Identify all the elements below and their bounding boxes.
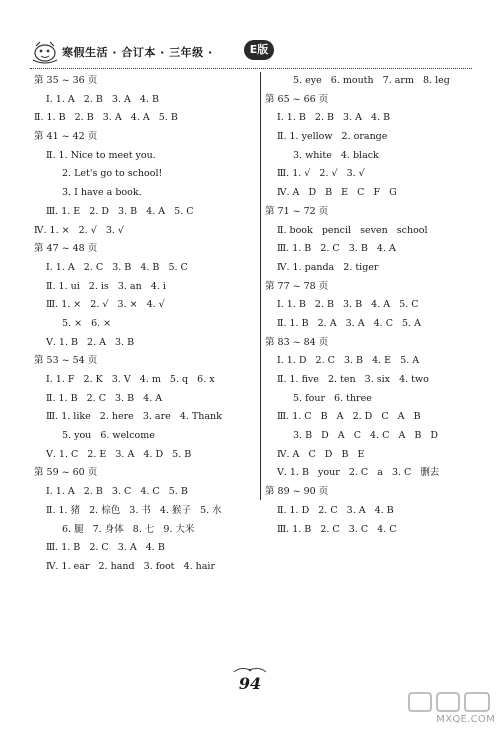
leaf-ornament-icon bbox=[232, 666, 268, 674]
answer-line: Ⅰ. 1. F 2. K 3. V 4. m 5. q 6. x bbox=[46, 374, 215, 385]
answer-line: Ⅲ. 1. B 2. C 3. A 4. B bbox=[46, 542, 165, 554]
answer-line: Ⅰ. 1. A 2. B 3. C 4. C 5. B bbox=[46, 486, 188, 498]
answer-line: Ⅱ. 1. D 2. C 3. A 4. B bbox=[277, 504, 394, 516]
answer-line: Ⅰ. 1. B 2. B 3. A 4. B bbox=[277, 112, 391, 124]
answer-line: Ⅱ. 1. B 2. A 3. A 4. C 5. A bbox=[277, 317, 421, 329]
section-heading: 第 41 ~ 42 页 bbox=[34, 131, 98, 143]
cartoon-logo-icon bbox=[30, 38, 60, 64]
answer-line: Ⅳ. 1. ear 2. hand 3. foot 4. hair bbox=[46, 560, 215, 572]
section-heading: 第 65 ~ 66 页 bbox=[265, 93, 329, 105]
answer-line: Ⅲ. 1. C B A 2. D C A B bbox=[277, 411, 421, 423]
answer-line: Ⅴ. 1. B your 2. C a 3. C 删去 bbox=[277, 467, 440, 479]
answer-line: Ⅲ. 1. B 2. C 3. C 4. C bbox=[277, 523, 397, 535]
section-heading: 第 47 ~ 48 页 bbox=[34, 243, 98, 255]
answer-line: Ⅱ. 1. B 2. B 3. A 4. A 5. B bbox=[34, 112, 178, 124]
answer-line: Ⅱ. book pencil seven school bbox=[277, 224, 428, 236]
answer-line: Ⅱ. 1. ui 2. is 3. an 4. i bbox=[46, 280, 166, 292]
answer-line: 2. Let's go to school! bbox=[62, 168, 163, 180]
answer-line: Ⅰ. 1. D 2. C 3. B 4. E 5. A bbox=[277, 355, 420, 367]
answer-line: Ⅳ. 1. panda 2. tiger bbox=[277, 261, 379, 273]
answer-line: 6. 腿 7. 身体 8. 七 9. 大米 bbox=[62, 523, 195, 535]
answer-line: Ⅱ. 1. 猪 2. 棕色 3. 书 4. 猴子 5. 水 bbox=[46, 504, 222, 516]
answer-line: Ⅱ. 1. Nice to meet you. bbox=[46, 149, 156, 161]
section-heading: 第 53 ~ 54 页 bbox=[34, 355, 98, 367]
answer-line: 5. eye 6. mouth 7. arm 8. leg bbox=[293, 75, 450, 86]
answer-line: Ⅱ. 1. yellow 2. orange bbox=[277, 131, 388, 143]
answer-line: Ⅲ. 1. like 2. here 3. are 4. Thank bbox=[46, 411, 222, 423]
answer-line: Ⅲ. 1. E 2. D 3. B 4. A 5. C bbox=[46, 205, 194, 217]
section-heading: 第 83 ~ 84 页 bbox=[265, 336, 329, 348]
page-number bbox=[224, 672, 276, 696]
answer-line: Ⅰ. 1. A 2. C 3. B 4. B 5. C bbox=[46, 261, 188, 273]
book-title: 寒假生活 · 合订本 · 三年级 · bbox=[62, 46, 213, 59]
watermark-logo-icon bbox=[405, 690, 495, 714]
section-heading: 第 77 ~ 78 页 bbox=[265, 280, 329, 292]
answer-line: Ⅲ. 1. B 2. C 3. B 4. A bbox=[277, 243, 396, 255]
answer-line: 3. I have a book. bbox=[62, 187, 142, 199]
right-answer-column bbox=[265, 72, 475, 539]
watermark-text: MXQE.COM bbox=[436, 714, 495, 725]
answer-line: Ⅲ. 1. × 2. √ 3. × 4. √ bbox=[46, 299, 165, 311]
answer-line: Ⅴ. 1. C 2. E 3. A 4. D 5. B bbox=[46, 448, 192, 460]
answer-line: Ⅰ. 1. B 2. B 3. B 4. A 5. C bbox=[277, 299, 419, 311]
site-watermark bbox=[405, 690, 495, 728]
answer-line: Ⅰ. 1. A 2. B 3. A 4. B bbox=[46, 93, 159, 105]
column-divider bbox=[260, 72, 261, 500]
answer-line: Ⅱ. 1. B 2. C 3. B 4. A bbox=[46, 392, 163, 404]
answer-line: Ⅲ. 1. √ 2. √ 3. √ bbox=[277, 168, 365, 180]
header-divider bbox=[30, 68, 472, 69]
answer-line: Ⅳ. 1. × 2. √ 3. √ bbox=[34, 224, 124, 236]
answer-line: Ⅳ. A D B E C F G bbox=[277, 187, 397, 199]
left-answer-column bbox=[34, 72, 254, 577]
answer-line: 5. four 6. three bbox=[293, 392, 372, 404]
section-heading: 第 89 ~ 90 页 bbox=[265, 486, 329, 498]
section-heading: 第 35 ~ 36 页 bbox=[34, 75, 98, 86]
answer-line: 3. B D A C 4. C A B D bbox=[293, 430, 439, 442]
answer-line: 3. white 4. black bbox=[293, 149, 379, 161]
answer-line: 5. you 6. welcome bbox=[62, 430, 155, 442]
section-heading: 第 59 ~ 60 页 bbox=[34, 467, 98, 479]
page-header bbox=[30, 38, 270, 66]
answer-line: Ⅳ. A C D B E bbox=[277, 448, 365, 460]
answer-line: 5. × 6. × bbox=[62, 317, 112, 329]
page-number-text: 94 bbox=[238, 674, 262, 693]
edition-badge: E版 bbox=[244, 40, 274, 60]
section-heading: 第 71 ~ 72 页 bbox=[265, 205, 329, 217]
answer-line: Ⅴ. 1. B 2. A 3. B bbox=[46, 336, 135, 348]
answer-line: Ⅱ. 1. five 2. ten 3. six 4. two bbox=[277, 374, 429, 385]
